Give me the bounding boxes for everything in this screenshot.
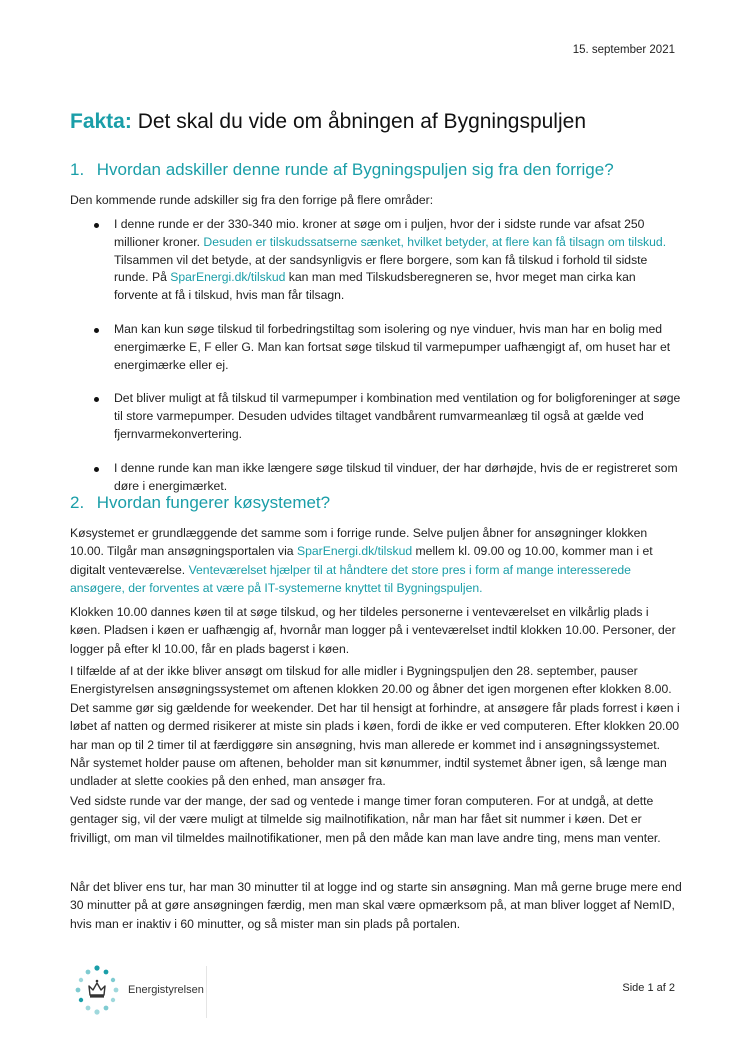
title-label: Fakta: xyxy=(70,110,132,133)
section-2-paragraph-1 xyxy=(70,524,682,598)
bullet-item: I denne runde kan man ikke længere søge tilskud til vinduer, der har dørhøjde, hvis de er registreret som døre i energimærket. xyxy=(94,460,682,496)
p1-text-b: mellem kl. 09.00 og 10.00, kommer man i et digitalt venteværelse. xyxy=(70,544,653,577)
section-2-heading xyxy=(70,493,330,513)
section-2-paragraph-2: Klokken 10.00 dannes køen til at søge tilskud, og her tildeles personerne i venteværelset en vilkårlig plads i køen. Pladsen i køen er uafhængig af, hvornår man logger på i venteværelset indtil klokken 10.00. Personer, der logger på efter kl 10.00, får en plads bagerst i køen. xyxy=(70,605,676,656)
section-2-paragraph-4: Ved sidste runde var der mange, der sad og ventede i mange timer foran computeren. For at undgå, at dette gentager sig, vil der være muligt at tilmelde sig mailnotifikation, når man har fået sit nummer i køen. Det er frivilligt, om man vil tilmeldes mailnotifikationer, men på den måde kan man lave andre ting, mens man venter. xyxy=(70,794,661,845)
bullet-1-text-b: Desuden er tilskudssatserne sænket, hvilket betyder, at flere kan få tilsagn om tilskud. xyxy=(203,234,667,249)
bullet-1-text-c: Tilsammen vil det betyde, at der sandsynligvis er flere borgere, som kan få tilskud i forhold til sidste runde. På xyxy=(114,252,648,285)
document-title xyxy=(70,110,586,134)
section-2-title: Hvordan fungerer køsystemet? xyxy=(96,493,331,512)
crown-dots-icon xyxy=(72,962,122,1018)
p1-text-c: Venteværelset hjælper til at håndtere det store pres i form af mange interesserede ansøgere, der forventes at være på IT-systemerne knyttet til Bygningspuljen. xyxy=(70,562,631,596)
bullet-item: Det bliver muligt at få tilskud til varmepumper i kombination med ventilation og for boligforeninger at søge til store varmepumper. Desuden udvides tiltaget vandbårent rumvarmeanlæg til også at gælde ved fjernvarmekonvertering. xyxy=(94,390,682,443)
energistyrelsen-logo xyxy=(72,962,212,1018)
p1-text-a: Køsystemet er grundlæggende det samme som i forrige runde. Selve puljen åbner for ansøgninger klokken 10.00. Tilgår man ansøgningsportalen via xyxy=(70,526,648,559)
page-number: Side 1 af 2 xyxy=(622,982,675,994)
sparenergi-link[interactable]: SparEnergi.dk/tilskud xyxy=(296,544,413,559)
bullet-item xyxy=(94,216,682,305)
sparenergi-link[interactable]: SparEnergi.dk/tilskud xyxy=(170,270,286,285)
bullet-1-text-d: kan man med Tilskudsberegneren se, hvor meget man cirka kan forvente at få i tilskud, hvis man får tilsagn. xyxy=(114,270,636,303)
section-2-paragraph-5: Når det bliver ens tur, har man 30 minutter til at logge ind og starte sin ansøgning. Man må gerne bruge mere end 30 minutter på at gøre ansøgningen færdig, men man skal være opmærksom på, at man bliver logget af NemID, hvis man er inaktiv i 60 minutter, og så mister man sin plads på portalen. xyxy=(70,880,682,931)
title-text: Det skal du vide om åbningen af Bygningspuljen xyxy=(137,110,586,133)
section-1-bullet-list xyxy=(94,216,682,511)
section-2-number: 2. xyxy=(70,493,85,512)
document-date: 15. september 2021 xyxy=(572,44,675,56)
section-1-title: Hvordan adskiller denne runde af Bygningspuljen sig fra den forrige? xyxy=(96,160,614,179)
section-1-intro: Den kommende runde adskiller sig fra den forrige på flere områder: xyxy=(70,193,434,207)
logo-text: Energistyrelsen xyxy=(128,984,204,996)
section-2-paragraph-3: I tilfælde af at der ikke bliver ansøgt om tilskud for alle midler i Bygningspuljen den 28. september, pauser Energistyrelsen ansøgningssystemet om aftenen klokken 20.00 og åbner det igen morgenen efter klokken 8.00. Det samme gør sig gældende for weekender. Det har til hensigt at forhindre, at ansøgere får plads forrest i køen i løbet af natten og dermed risikerer at miste sin plads i køen, fordi de ikke er ved computeren. Efter klokken 20.00 har man op til 2 timer til at færdiggøre sin ansøgning, hvis man allerede er kommet ind i ansøgningssystemet. Når systemet holder pause om aftenen, beholder man sit kønummer, indtil systemet åbner igen, så længe man undlader at slette cookies på den enhed, man ansøger fra. xyxy=(70,664,680,789)
bullet-item: Man kan kun søge tilskud til forbedringstiltag som isolering og nye vinduer, hvis man har en bolig med energimærke E, F eller G. Man kan fortsat søge tilskud til varmepumper uafhængigt af, om huset har et energimærke eller ej. xyxy=(94,321,682,374)
section-1-heading xyxy=(70,160,614,180)
footer-divider xyxy=(206,966,207,1018)
section-1-number: 1. xyxy=(70,160,85,179)
bullet-1-text-a: I denne runde er der 330-340 mio. kroner at søge om i puljen, hvor der i sidste runde var afsat 250 millioner kroner. xyxy=(114,217,645,249)
